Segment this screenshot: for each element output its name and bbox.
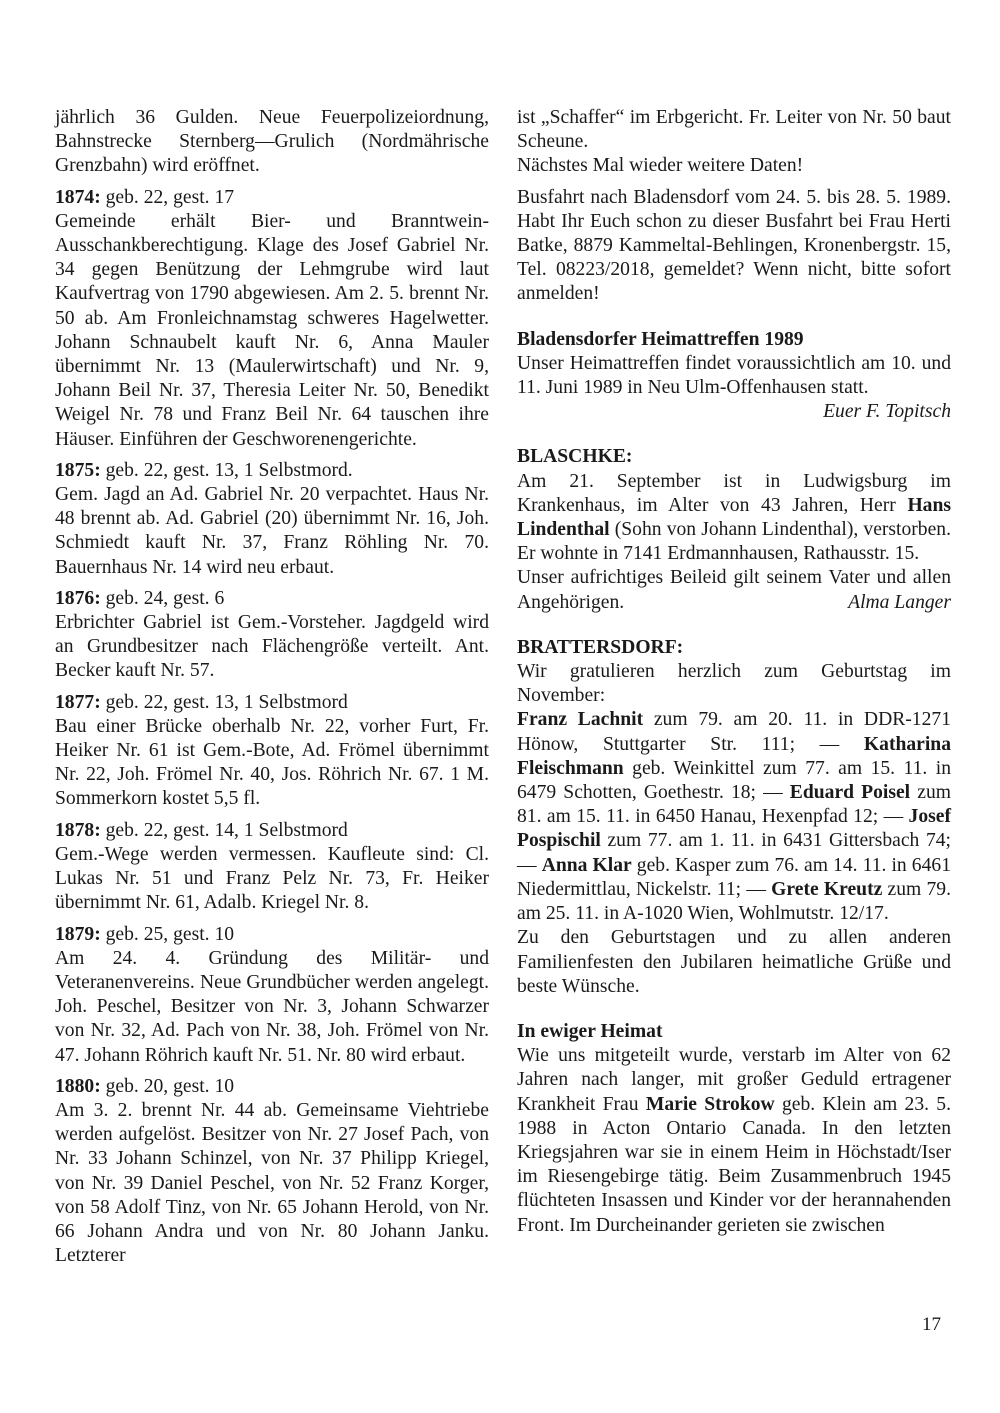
year-text: Gem. Jagd an Ad. Gabriel Nr. 20 verpachtet. Haus Nr. 48 brennt ab. Ad. Gabriel (20) übernimmt Nr. 16, Joh. Schmiedt kauft Nr. 37, Franz Röhling Nr. 70. Bauernhaus Nr. 14 wird neu erbaut. bbox=[55, 484, 489, 578]
year-text: Am 3. 2. brennt Nr. 44 ab. Gemeinsame Viehtriebe werden aufgelöst. Besitzer von Nr. 27 Josef Pach, von Nr. 33 Johann Schinzel, von Nr. 37 Philipp Kriegel, von Nr. 39 Daniel Peschel, von Nr. 52 Franz Korger, von 58 Adolf Tinz, von Nr. 65 Johann Herold, von Nr. 66 Johann Andra und von Nr. 80 Johann Janku. Letzterer bbox=[55, 1099, 489, 1267]
year-stats: geb. 24, gest. 6 bbox=[105, 587, 225, 609]
year-stats: geb. 22, gest. 17 bbox=[105, 186, 235, 208]
year-entry-1878 bbox=[55, 819, 489, 916]
year-entry-1879 bbox=[55, 923, 489, 1068]
year-entry-1875 bbox=[55, 459, 489, 580]
year-label: 1875: bbox=[55, 459, 101, 481]
year-stats: geb. 20, gest. 10 bbox=[105, 1075, 235, 1097]
person-name: Josef Pospischil bbox=[517, 806, 951, 852]
year-text: Am 24. 4. Gründung des Militär- und Veteranenvereins. Neue Grundbücher werden angelegt. Joh. Peschel, Besitzer von Nr. 3, Johann Schwarzer von Nr. 32, Ad. Pach von Nr. 38, Joh. Frömel von Nr. 47. Johann Röhrich kauft Nr. 51. Nr. 80 wird erbaut. bbox=[55, 947, 489, 1066]
chronicle-intro: jährlich 36 Gulden. Neue Feuerpolizeiordnung, Bahnstrecke Sternberg—Grulich (Nordmährische Grenzbahn) wird eröffnet. bbox=[55, 107, 489, 177]
blaschke-condolence: Unser aufrichtiges Beileid gilt seinem Vater und allen Angehörigen. Alma Langer bbox=[517, 566, 951, 614]
left-column bbox=[55, 106, 489, 1275]
year-text: Gem.-Wege werden vermessen. Kaufleute sind: Cl. Lukas Nr. 51 und Franz Pelz Nr. 73, Fr. Heiker übernimmt Nr. 61, Adalb. Kriegel Nr. 8. bbox=[55, 843, 489, 914]
year-text: Gemeinde erhält Bier- und Branntwein-Ausschankberechtigung. Klage des Josef Gabriel Nr. 34 gegen Benützung der Lehmgrube wird laut Kaufvertrag von 1790 abgewiesen. Am 2. 5. brennt Nr. 50 ab. Am Fronleichnamstag schweres Hagelwetter. Johann Schnaubelt kauft Nr. 6, Anna Mauler übernimmt Nr. 13 (Maulerwirtschaft) und Nr. 9, Johann Beil Nr. 37, Theresia Leiter Nr. 50, Benedikt Weigel Nr. 78 und Franz Beil Nr. 64 tauschen ihre Häuser. Einführen der Geschworenengerichte. bbox=[55, 210, 489, 450]
year-entry-1880 bbox=[55, 1075, 489, 1269]
year-label: 1879: bbox=[55, 923, 101, 945]
next-time-note: Nächstes Mal wieder weitere Daten! bbox=[517, 155, 804, 177]
heimattreffen-signature: Euer F. Topitsch bbox=[823, 401, 951, 423]
year-entry-1874 bbox=[55, 186, 489, 452]
ewiger-heimat-heading: In ewiger Heimat bbox=[517, 1020, 663, 1042]
year-stats: geb. 22, gest. 14, 1 Selbstmord bbox=[105, 819, 348, 841]
year-label: 1874: bbox=[55, 186, 101, 208]
year-stats: geb. 22, gest. 13, 1 Selbstmord. bbox=[105, 459, 353, 481]
continuation-text: ist „Schaffer“ im Erbgericht. Fr. Leiter von Nr. 50 baut Scheune. bbox=[517, 107, 951, 153]
blaschke-heading: BLASCHKE: bbox=[517, 446, 633, 468]
year-stats: geb. 22, gest. 13, 1 Selbstmord bbox=[105, 691, 348, 713]
page-number: 17 bbox=[922, 1314, 941, 1335]
person-name: Franz Lachnit bbox=[517, 709, 644, 731]
year-label: 1876: bbox=[55, 587, 101, 609]
blaschke-signature: Alma Langer bbox=[848, 591, 951, 613]
ewiger-heimat-text: Wie uns mitgeteilt wurde, verstarb im Alter von 62 Jahren nach langer, mit großer Geduld ertragener Krankheit Frau Marie Strokow geb. Klein am 23. 5. 1988 in Acton Ontario Canada. In den letzten Kriegsjahren war sie in einem Heim in Höchstadt/Iser im Riesengebirge tätig. Beim Zusammenbruch 1945 flüchteten Insassen und Kinder vor der herannahenden Front. Im Durcheinander gerieten sie zwischen bbox=[517, 1045, 951, 1236]
heimattreffen-heading: Bladensdorfer Heimattreffen 1989 bbox=[517, 328, 804, 350]
year-label: 1880: bbox=[55, 1075, 101, 1097]
heimattreffen-body: Unser Heimattreffen findet voraussichtlich am 10. und 11. Juni 1989 in Neu Ulm-Offenhausen statt. bbox=[517, 352, 951, 399]
year-entry-1876 bbox=[55, 587, 489, 684]
year-text: Bau einer Brücke oberhalb Nr. 22, vorher Furt, Fr. Heiker Nr. 61 ist Gem.-Bote, Ad. Frömel übernimmt Nr. 22, Joh. Frömel Nr. 40, Jos. Röhrich Nr. 67. 1 M. Sommerkorn kostet 5,5 fl. bbox=[55, 715, 489, 810]
person-name: Marie Strokow bbox=[645, 1093, 775, 1115]
birthday-list: Franz Lachnit zum 79. am 20. 11. in DDR-1271 Hönow, Stuttgarter Str. 111; — Katharina Fleischmann geb. Weinkittel zum 77. am 15. 11. in 6479 Schotten, Goethestr. 18; — Eduard Poisel zum 81. am 15. 11. in 6450 Hanau, Hexenpfad 12; — Josef Pospischil zum 77. am 1. 11. in 6431 Gittersbach 74; — Anna Klar geb. Kasper zum 76. am 14. 11. in 6461 Niedermittlau, Nickelstr. 11; — Grete Kreutz zum 79. am 25. 11. in A-1020 Wien, Wohlmutstr. 12/17. bbox=[517, 709, 951, 925]
brattersdorf-heading: BRATTERSDORF: bbox=[517, 636, 684, 658]
heimattreffen-text bbox=[517, 352, 951, 425]
person-name: Grete Kreutz bbox=[771, 878, 883, 900]
year-entry-1877 bbox=[55, 691, 489, 812]
person-name: Anna Klar bbox=[541, 854, 632, 876]
year-label: 1878: bbox=[55, 819, 101, 841]
year-stats: geb. 25, gest. 10 bbox=[105, 923, 235, 945]
person-name: Katharina Fleischmann bbox=[517, 733, 951, 779]
year-text: Erbrichter Gabriel ist Gem.-Vorsteher. Jagdgeld wird an Grundbesitzer nach Flächengröße verteilt. Ant. Becker kauft Nr. 57. bbox=[55, 612, 489, 682]
person-name: Eduard Poisel bbox=[789, 782, 911, 804]
bus-trip-notice: Busfahrt nach Bladensdorf vom 24. 5. bis 28. 5. 1989. Habt Ihr Euch schon zu dieser Busfahrt bei Frau Herti Batke, 8879 Kammeltal-Behlingen, Kronenbergstr. 15, Tel. 08223/2018, gemeldet? Wenn nicht, bitte sofort anmelden! bbox=[517, 186, 951, 305]
brattersdorf-closing: Zu den Geburtstagen und zu allen anderen Familienfesten den Jubilaren heimatliche Grüße und beste Wünsche. bbox=[517, 927, 951, 997]
right-column bbox=[517, 106, 951, 1245]
brattersdorf-intro: Wir gratulieren herzlich zum Geburtstag im November: bbox=[517, 661, 951, 707]
year-label: 1877: bbox=[55, 691, 101, 713]
person-name: Hans Lindenthal bbox=[517, 494, 951, 541]
blaschke-obituary: Am 21. September ist in Ludwigsburg im Krankenhaus, im Alter von 43 Jahren, Herr Hans Lindenthal (Sohn von Johann Lindenthal), verstorben. Er wohnte in 7141 Erdmannhausen, Rathausstr. 15. bbox=[517, 470, 951, 565]
